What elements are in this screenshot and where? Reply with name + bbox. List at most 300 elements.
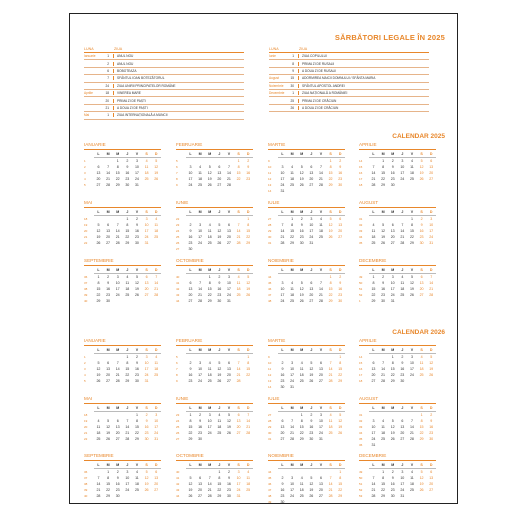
month-name: AUGUST	[359, 200, 436, 208]
day-cell	[316, 384, 326, 390]
weekday-label: J	[307, 347, 317, 354]
day-cell: 29	[125, 241, 130, 245]
weekday-label: L	[369, 151, 379, 158]
day-cell: 18	[400, 287, 405, 291]
day-cell: 9	[189, 229, 192, 233]
day-cell: 16	[309, 425, 314, 429]
month-block	[176, 338, 253, 384]
day-cell: 5	[430, 355, 433, 359]
day-cell: 22	[299, 431, 304, 435]
day-cell: 19	[419, 171, 424, 175]
day-cell: 10	[290, 482, 295, 486]
day-cell: 19	[226, 425, 231, 429]
day-cell: 19	[207, 177, 212, 181]
day-cell: 11	[207, 229, 212, 233]
day-cell: 16	[280, 488, 285, 492]
day-cell: 13	[106, 229, 111, 233]
day-cell: 9	[126, 165, 129, 169]
weekday-label: L	[186, 267, 196, 274]
week-number: 5	[176, 159, 178, 163]
day-cell: 22	[390, 373, 395, 377]
day-cell: 13	[236, 419, 241, 423]
weekday-label: M	[297, 462, 307, 469]
day-cell	[335, 188, 345, 194]
month-grid	[84, 151, 161, 188]
holiday-name: BOBOTEAZA	[117, 68, 137, 73]
day-cell: 13	[309, 287, 314, 291]
day-cell: 31	[318, 437, 323, 441]
day-cell: 7	[401, 223, 404, 227]
day-cell: 6	[319, 476, 322, 480]
day-cell: 15	[390, 367, 395, 371]
weekday-label: J	[398, 151, 408, 158]
week-number: 42	[176, 287, 180, 291]
day-cell: 11	[319, 223, 323, 227]
day-cell: 17	[409, 367, 414, 371]
weekday-label: L	[278, 151, 288, 158]
day-cell: 17	[198, 373, 203, 377]
day-cell: 8	[107, 476, 110, 480]
day-cell: 1	[291, 217, 294, 221]
day-cell: 11	[410, 165, 414, 169]
weekday-label: S	[417, 462, 427, 469]
day-cell: 4	[155, 217, 158, 221]
day-cell: 22	[381, 177, 386, 181]
day-cell: 27	[198, 494, 203, 498]
day-cell: 11	[135, 476, 139, 480]
day-cell: 3	[155, 413, 158, 417]
day-cell	[243, 436, 253, 442]
day-cell: 11	[154, 361, 159, 365]
day-cell: 9	[420, 223, 423, 227]
weekday-label: L	[278, 405, 288, 412]
weekday-label: J	[215, 151, 225, 158]
day-cell: 3	[116, 275, 119, 279]
day-cell: 14	[381, 367, 386, 371]
day-cell: 27	[115, 437, 120, 441]
week-number: 20	[84, 425, 88, 429]
day-cell: 12	[188, 482, 193, 486]
weekday-label: L	[94, 209, 104, 216]
day-cell: 15	[188, 425, 193, 429]
month-grid	[359, 347, 436, 384]
day-cell: 14	[400, 229, 405, 233]
day-cell: 26	[226, 431, 231, 435]
week-number-header	[176, 267, 186, 273]
day-cell: 19	[96, 235, 101, 239]
holidays-header	[269, 45, 429, 53]
day-cell: 23	[280, 494, 285, 498]
day-cell: 24	[390, 293, 395, 297]
day-cell: 2	[135, 355, 138, 359]
day-cell: 16	[390, 482, 395, 486]
day-cell: 14	[409, 425, 414, 429]
week-number: 26	[176, 431, 180, 435]
day-cell: 16	[390, 171, 395, 175]
day-cell: 22	[188, 431, 193, 435]
holiday-day: 1	[289, 54, 299, 58]
weekday-label: M	[378, 267, 388, 274]
day-cell: 10	[290, 367, 295, 371]
month-grid	[268, 267, 345, 304]
weekday-label: J	[215, 267, 225, 274]
day-cell: 16	[381, 287, 386, 291]
day-cell: 25	[299, 494, 304, 498]
day-cell: 4	[237, 275, 240, 279]
day-cell: 2	[339, 159, 342, 163]
day-cell: 18	[217, 425, 222, 429]
day-cell: 21	[280, 235, 285, 239]
day-cell: 1	[97, 275, 100, 279]
weekday-label: J	[398, 347, 408, 354]
day-cell: 9	[310, 419, 313, 423]
day-cell: 6	[227, 361, 230, 365]
day-cell: 10	[400, 476, 405, 480]
day-cell: 28	[429, 293, 434, 297]
day-cell: 5	[329, 217, 332, 221]
weekday-label: M	[113, 267, 123, 274]
weekday-label: J	[307, 151, 317, 158]
day-cell: 7	[227, 165, 230, 169]
day-cell: 12	[309, 367, 314, 371]
day-cell: 17	[198, 235, 203, 239]
week-number: 52	[359, 293, 363, 297]
weekday-label: V	[224, 209, 234, 216]
day-cell: 18	[381, 431, 386, 435]
week-number: 4	[84, 373, 86, 377]
month-grid	[84, 462, 161, 499]
day-cell: 5	[189, 476, 192, 480]
month-name: IULIE	[268, 200, 345, 208]
week-number-header	[84, 347, 94, 353]
day-cell	[234, 436, 244, 442]
day-cell: 13	[390, 229, 395, 233]
day-cell: 11	[144, 165, 149, 169]
day-cell: 15	[338, 482, 343, 486]
day-cell: 5	[420, 470, 423, 474]
day-cell: 24	[290, 494, 295, 498]
month-name: NOIEMBRIE	[268, 258, 345, 266]
day-cell: 28	[207, 494, 212, 498]
day-cell: 20	[106, 373, 111, 377]
day-cell: 9	[281, 482, 284, 486]
day-cell: 8	[410, 223, 413, 227]
day-cell: 17	[188, 177, 193, 181]
day-cell: 25	[154, 373, 159, 377]
day-cell: 6	[310, 165, 313, 169]
day-cell: 30	[390, 183, 395, 187]
weekday-label: L	[369, 405, 379, 412]
week-number: 15	[359, 165, 363, 169]
day-cell: 4	[410, 470, 413, 474]
weekday-label: V	[224, 347, 234, 354]
week-number: 33	[359, 425, 363, 429]
day-cell: 23	[338, 177, 343, 181]
weekday-label: M	[113, 405, 123, 412]
day-cell: 28	[154, 293, 159, 297]
day-cell: 6	[145, 275, 148, 279]
day-cell: 16	[188, 235, 193, 239]
day-cell: 5	[97, 361, 100, 365]
weekday-label: J	[307, 462, 317, 469]
week-number: 7	[176, 171, 178, 175]
week-number-header	[176, 209, 186, 215]
weekday-label: D	[243, 151, 253, 158]
day-cell: 21	[429, 287, 434, 291]
week-number-header	[359, 462, 369, 468]
day-cell: 12	[96, 367, 101, 371]
day-cell: 17	[390, 287, 395, 291]
weekday-label: S	[234, 267, 244, 274]
day-cell: 28	[409, 437, 414, 441]
week-number: 40	[176, 275, 180, 279]
weekday-label: L	[94, 347, 104, 354]
day-cell: 1	[329, 275, 332, 279]
day-cell: 10	[154, 419, 159, 423]
day-cell: 6	[107, 361, 110, 365]
day-cell: 27	[338, 235, 343, 239]
holiday-row	[269, 60, 429, 67]
weekday-label: J	[398, 462, 408, 469]
weekday-label: V	[316, 151, 326, 158]
week-number: 52	[359, 488, 363, 492]
week-number: 45	[268, 476, 272, 480]
day-cell: 11	[419, 361, 424, 365]
day-cell: 25	[134, 488, 139, 492]
day-cell: 5	[300, 165, 303, 169]
day-cell: 21	[236, 373, 241, 377]
week-number: 8	[176, 177, 178, 181]
weekday-label: S	[234, 209, 244, 216]
day-cell: 15	[236, 171, 241, 175]
day-cell: 8	[420, 419, 423, 423]
day-cell: 15	[381, 482, 386, 486]
month-grid	[176, 151, 253, 188]
weekday-label: M	[297, 405, 307, 412]
weekday-label: V	[316, 347, 326, 354]
day-cell: 30	[115, 494, 120, 498]
day-cell: 18	[207, 373, 212, 377]
holiday-name: VINEREA MARE	[117, 91, 141, 96]
week-number-header	[84, 462, 94, 468]
day-cell: 13	[318, 367, 323, 371]
weekday-label: M	[378, 151, 388, 158]
day-cell: 26	[154, 177, 159, 181]
holiday-month: Ianuarie	[84, 54, 96, 59]
day-cell	[426, 298, 436, 304]
day-cell: 14	[115, 229, 120, 233]
day-cell: 1	[410, 217, 413, 221]
day-cell: 28	[236, 379, 241, 383]
weekday-label: M	[103, 347, 113, 354]
week-number-header	[176, 405, 186, 411]
day-cell: 14	[328, 367, 333, 371]
day-cell: 27	[429, 177, 434, 181]
day-cell: 27	[309, 299, 314, 303]
month-grid	[268, 347, 345, 390]
day-cell: 17	[236, 482, 241, 486]
day-cell: 28	[198, 299, 203, 303]
day-cell: 9	[247, 165, 250, 169]
week-number: 22	[84, 437, 88, 441]
weekday-label: S	[142, 267, 152, 274]
holiday-day: 20	[104, 99, 114, 103]
week-number-header	[359, 151, 369, 157]
day-cell: 31	[134, 183, 139, 187]
weekday-label: S	[234, 462, 244, 469]
day-cell: 14	[318, 287, 323, 291]
day-cell: 19	[246, 287, 251, 291]
day-cell: 17	[280, 177, 285, 181]
day-cell: 12	[134, 281, 139, 285]
day-cell: 31	[390, 299, 395, 303]
holiday-row	[84, 75, 244, 82]
month-name: IANUARIE	[84, 142, 161, 150]
day-cell	[398, 182, 408, 188]
day-cell: 30	[429, 437, 434, 441]
weekday-label: J	[123, 151, 133, 158]
day-cell: 3	[401, 159, 404, 163]
week-number: 9	[268, 355, 270, 359]
day-cell: 19	[381, 235, 386, 239]
day-cell: 12	[309, 482, 314, 486]
weekday-label: M	[388, 151, 398, 158]
day-cell: 19	[338, 425, 343, 429]
day-cell	[307, 188, 317, 194]
week-number: 34	[359, 235, 363, 239]
month-name: FEBRUARIE	[176, 142, 253, 150]
day-cell: 9	[281, 367, 284, 371]
day-cell	[407, 182, 417, 188]
weekday-label: V	[407, 347, 417, 354]
day-cell: 9	[339, 165, 342, 169]
day-cell	[297, 188, 307, 194]
holiday-month: Iunie	[269, 54, 276, 59]
day-cell	[215, 436, 225, 442]
day-cell: 12	[144, 476, 149, 480]
day-cell: 16	[400, 367, 405, 371]
day-cell: 30	[144, 437, 149, 441]
month-grid	[84, 347, 161, 384]
day-cell: 15	[371, 287, 376, 291]
week-number: 25	[176, 425, 180, 429]
day-cell: 18	[371, 235, 376, 239]
day-cell: 6	[430, 470, 433, 474]
day-cell: 18	[207, 235, 212, 239]
weekday-label: J	[123, 462, 133, 469]
week-number: 2	[84, 361, 86, 365]
day-cell: 21	[96, 488, 101, 492]
day-cell: 24	[236, 488, 241, 492]
day-cell: 8	[126, 223, 129, 227]
day-cell: 6	[189, 281, 192, 285]
day-cell: 16	[134, 229, 139, 233]
day-cell: 1	[107, 470, 110, 474]
day-cell: 19	[299, 177, 304, 181]
day-cell: 13	[96, 171, 101, 175]
day-cell	[243, 182, 253, 188]
week-number: 9	[176, 183, 178, 187]
weekday-label: J	[307, 267, 317, 274]
day-cell: 27	[280, 437, 285, 441]
day-cell: 13	[144, 281, 149, 285]
day-cell: 5	[300, 281, 303, 285]
day-cell: 2	[227, 470, 230, 474]
day-cell: 5	[247, 275, 250, 279]
day-cell: 7	[199, 281, 202, 285]
day-cell	[326, 188, 336, 194]
day-cell	[234, 182, 244, 188]
day-cell: 20	[144, 287, 149, 291]
day-cell: 5	[208, 165, 211, 169]
day-cell: 22	[246, 235, 251, 239]
day-cell: 21	[125, 431, 130, 435]
day-cell: 17	[290, 488, 295, 492]
day-cell: 18	[299, 373, 304, 377]
holiday-day: 26	[289, 106, 299, 110]
day-cell: 19	[309, 373, 314, 377]
week-number: 12	[268, 177, 272, 181]
week-number: 14	[359, 159, 363, 163]
day-cell: 13	[400, 425, 405, 429]
day-cell: 20	[236, 425, 241, 429]
day-cell: 12	[390, 425, 395, 429]
day-cell: 15	[328, 287, 333, 291]
day-cell: 31	[226, 299, 231, 303]
week-number: 38	[84, 482, 88, 486]
weekday-label: D	[151, 405, 161, 412]
day-cell	[407, 378, 417, 384]
day-cell: 10	[390, 281, 395, 285]
day-cell: 14	[290, 425, 295, 429]
day-cell: 13	[371, 367, 376, 371]
month-block	[359, 200, 436, 246]
day-cell: 7	[126, 419, 129, 423]
day-cell: 27	[226, 241, 231, 245]
day-cell: 20	[318, 488, 323, 492]
day-cell: 3	[189, 165, 192, 169]
day-cell: 30	[106, 299, 111, 303]
week-number: 14	[268, 385, 272, 389]
day-cell	[151, 182, 161, 188]
day-cell: 25	[144, 177, 149, 181]
weekday-label: S	[326, 209, 336, 216]
col-day-label: ZIUA	[114, 47, 123, 51]
day-cell: 2	[199, 413, 202, 417]
day-cell: 17	[318, 425, 323, 429]
weekday-label: V	[224, 267, 234, 274]
holiday-row	[269, 97, 429, 104]
day-cell: 6	[227, 223, 230, 227]
day-cell: 6	[420, 275, 423, 279]
day-cell	[426, 493, 436, 499]
day-cell: 11	[96, 425, 101, 429]
day-cell: 26	[299, 299, 304, 303]
day-cell: 7	[281, 223, 284, 227]
day-cell: 28	[290, 437, 295, 441]
day-cell: 26	[299, 183, 304, 187]
weekday-label: M	[287, 267, 297, 274]
day-cell: 6	[372, 361, 375, 365]
weekday-label: D	[426, 267, 436, 274]
week-number: 9	[268, 159, 270, 163]
day-cell: 3	[401, 470, 404, 474]
week-number: 21	[84, 431, 88, 435]
day-cell: 23	[188, 379, 193, 383]
month-block	[359, 142, 436, 188]
day-cell: 26	[309, 379, 314, 383]
day-cell: 14	[207, 482, 212, 486]
